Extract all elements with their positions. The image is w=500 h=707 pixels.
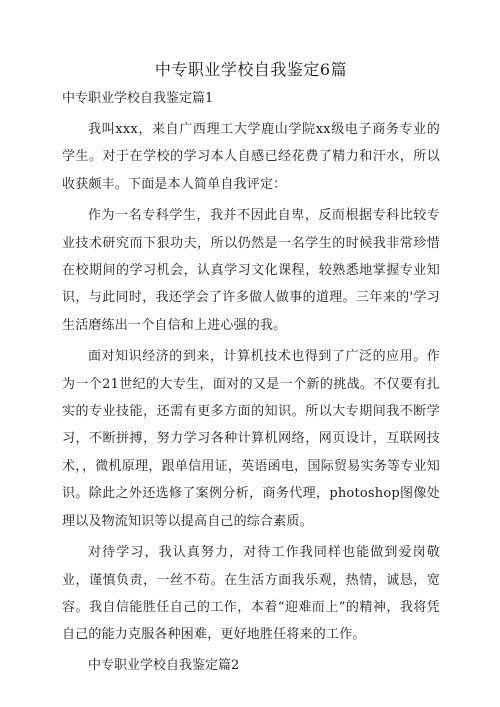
- document-page: [62, 58, 440, 677]
- paragraph-knowledge: 面对知识经济的到来，计算机技术也得到了广泛的应用。作为一个21世纪的大专生，面对的又是一个新的挑战。不仅要有扎实的专业技能，还需有更多方面的知识。所以大专期间我不断学习，不断拼搏，努力学习各种计算机网络，网页设计，互联网技术，，微机原理，跟单信用证，英语函电，国际贸易实务等专业知识。除此之外还选修了案例分析，商务代理，photoshop图像处理以及物流知识等以提高自己的综合素质。: [62, 349, 440, 529]
- section-heading-1: 中专职业学校自我鉴定篇1: [62, 91, 214, 106]
- document-title: 中专职业学校自我鉴定6篇: [154, 60, 348, 79]
- paragraph-intro: 我叫xxx，来自广西理工大学鹿山学院xx级电子商务专业的学生。对于在学校的学习本人自感已经花费了精力和汗水，所以收获颇丰。下面是本人简单自我评定：: [62, 122, 440, 192]
- section-heading-2: 中专职业学校自我鉴定篇2: [88, 657, 240, 673]
- paragraph-attitude: 对待学习，我认真努力，对待工作我同样也能做到爱岗敬业，谨慎负责，一丝不苟。在生活方面我乐观，热情，诚恳，宽容。我自信能胜任自己的工作，本着“迎难而上”的精神，我将凭自己的能力克服各种困难，更好地胜任将来的工作。: [62, 545, 440, 643]
- paragraph-study: 作为一名专科学生，我并不因此自卑，反而根据专科比较专业技术研究而下狠功夫，所以仍然是一名学生的时候我非常珍惜在校期间的学习机会，认真学习文化课程，较熟悉地掌握专业知识，与此同时，我还学会了许多做人做事的道理。三年来的'学习生活磨练出一个自信和上进心强的我。: [62, 208, 440, 333]
